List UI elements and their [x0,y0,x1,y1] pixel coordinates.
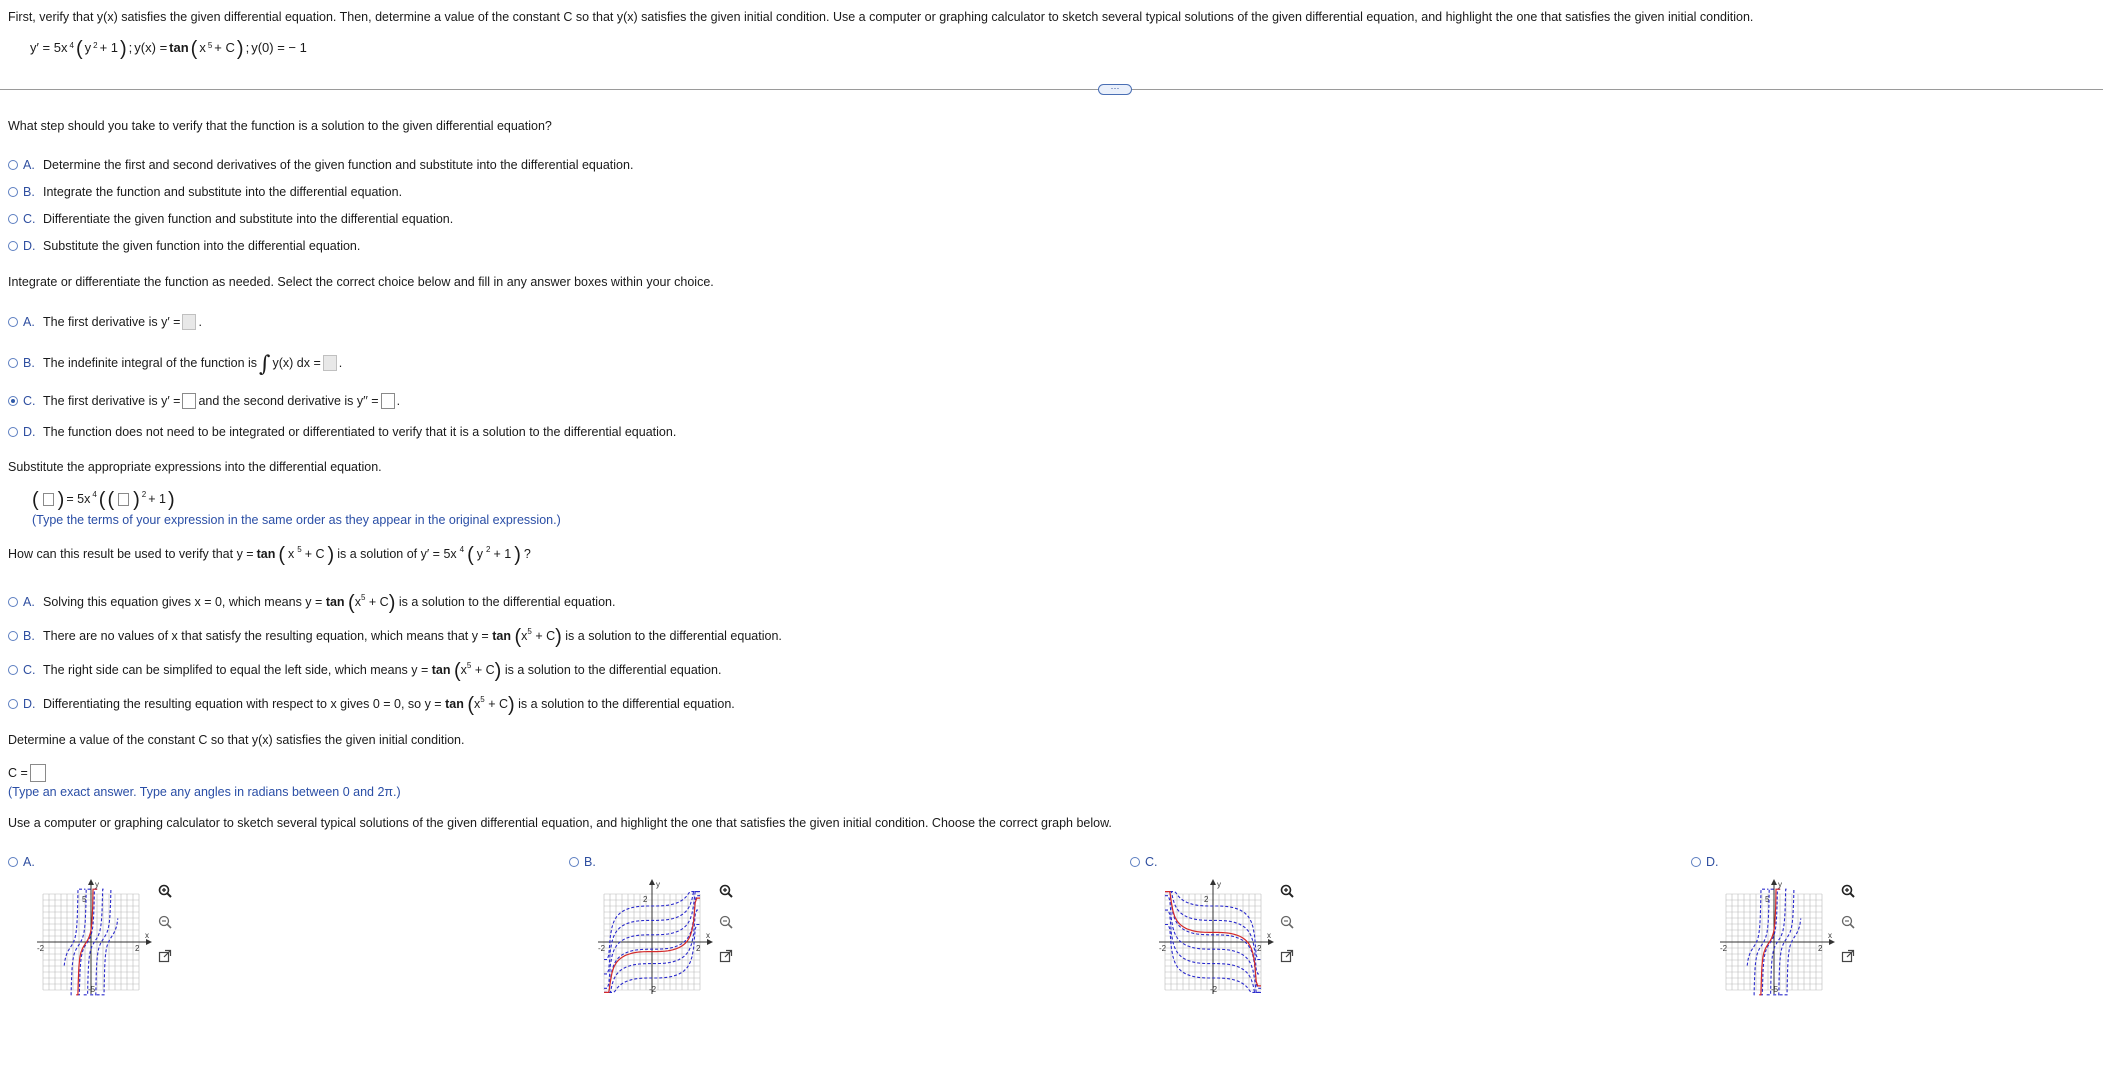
open-in-new-icon[interactable] [1280,949,1294,963]
tick-top: 2 [643,895,648,904]
radio-button[interactable] [8,241,18,251]
q3-followup: How can this result be used to verify that y = tan ( x $^5$ + C ) is a solution of y′ = 5x $^4$ ( y $^2$ + 1 ) ? [8,544,531,566]
tick-bottom: -2 [649,985,657,994]
option-text: Integrate the function and substitute into the differential equation. [43,185,403,199]
followup-q: ? [523,547,531,561]
answer-box[interactable] [323,355,337,371]
substitution-expression: ( ) = 5x $^4$ ( ( ) $^2$ + 1 ) [32,489,175,511]
solution-graph-b[interactable] [587,872,717,1002]
q4-option-a[interactable]: A. Solving this equation gives x = 0, which means y = tan ( x $^5$ + C ) is a solution to the differential equation. [8,595,615,609]
q1-option-a[interactable] [8,158,633,172]
followup-tan: tan [256,547,276,561]
option-text-end: is a solution to the differential equation. [518,697,735,711]
x-axis-label: x [706,931,710,940]
expand-more-button[interactable]: ⋯ [1098,84,1132,95]
zoom-out-icon[interactable] [1841,915,1855,929]
tick-left: -2 [598,944,606,953]
eq-exp2: 2 [93,41,98,50]
option-text-end: . [396,394,401,408]
radio-button[interactable] [8,699,18,709]
option-letter: C. [23,663,36,677]
tick-right: 2 [135,944,140,953]
q2-option-d[interactable] [8,425,676,439]
tick-right: 2 [1257,944,1262,953]
followup-plus-c: + C [304,547,325,561]
q5-prompt: Determine a value of the constant C so that y(x) satisfies the given initial condition. [8,733,465,747]
y-axis-arrow [88,879,94,885]
plus-c-label: + C [368,595,389,609]
q1-option-b[interactable] [8,185,402,199]
radio-button[interactable] [8,631,18,641]
second-derivative-box[interactable] [381,393,395,409]
graph-option-b[interactable] [569,855,604,869]
option-letter: B. [23,629,35,643]
exp5-label: 5 [480,694,485,704]
tan-label: tan [325,595,345,609]
first-derivative-box[interactable] [182,393,196,409]
c-answer-box[interactable] [30,764,46,782]
exp5-label: 5 [466,660,472,670]
x-axis-label: x [1267,931,1271,940]
eq-lhs: y′ = 5x [30,40,68,55]
radio-button[interactable] [8,317,18,327]
radio-button[interactable] [1691,857,1701,867]
open-in-new-icon[interactable] [719,949,733,963]
q3-note: (Type the terms of your expression in the same order as they appear in the original expression.) [32,513,561,527]
eq-plus-c: + C [214,40,235,55]
option-letter: B. [23,356,35,370]
option-letter: B. [584,855,596,869]
q2-option-a[interactable] [8,314,202,330]
y-axis-arrow [1210,879,1216,885]
option-text: Differentiating the resulting equation with respect to x gives 0 = 0, so y = [43,697,442,711]
graph-option-a[interactable] [8,855,43,869]
tick-left: -2 [1159,944,1167,953]
tick-right: 2 [696,944,701,953]
radio-button[interactable] [8,187,18,197]
radio-button[interactable] [8,665,18,675]
eq-plus-one: + 1 [99,40,118,55]
tick-top: 5 [1765,895,1770,904]
zoom-out-icon[interactable] [719,915,733,929]
followup-mid: is a solution of y′ = 5x [337,547,457,561]
graph-option-c[interactable] [1130,855,1165,869]
q6-prompt: Use a computer or graphing calculator to sketch several typical solutions of the given differential equation, and highlight the one that satisfies the given initial condition. Choose the correct graph below. [8,816,1112,830]
option-text: The right side can be simplifed to equal the left side, which means y = [43,663,429,677]
solution-graph-d[interactable] [1709,872,1839,1002]
option-text-end: is a solution to the differential equation. [504,663,722,677]
option-text-end: is a solution to the differential equation. [565,629,782,643]
expr-plus-one: + 1 [148,492,166,506]
problem-instructions: First, verify that y(x) satisfies the given differential equation. Then, determine a value of the constant C so that y(x) satisfies the given initial condition. Use a computer or graphing calculator to sketch several typical solutions of the given differential equation, and highlight the one that satisfies the given initial condition. [8,10,1754,24]
x-label: x [354,595,361,609]
option-letter: A. [23,855,35,869]
eq-y: y [84,40,92,55]
eq-sep2: ; [245,40,250,55]
option-letter: C. [23,212,36,226]
option-letter: C. [1145,855,1158,869]
c-label: C = [8,766,28,780]
expr-exp4: 4 [92,489,97,499]
option-text-mid: y(x) dx = [272,356,321,370]
radio-button-selected[interactable] [8,396,18,406]
tick-left: -2 [37,944,45,953]
lhs-box[interactable] [43,493,54,506]
zoom-in-icon[interactable] [158,884,172,898]
followup-exp2: 2 [486,544,491,554]
option-text: Determine the first and second derivatives of the given function and substitute into the differential equation. [43,158,634,172]
option-letter: D. [1706,855,1719,869]
option-text: The function does not need to be integrated or differentiated to verify that it is a solution to the differential equation. [43,425,677,439]
graph-option-d[interactable] [1691,855,1726,869]
c-answer-row [8,764,48,782]
x-axis-label: x [1828,931,1832,940]
open-in-new-icon[interactable] [158,949,172,963]
tick-bottom: -5 [88,985,96,994]
option-text: The first derivative is y′ = [43,315,181,329]
x-label: x [474,697,481,711]
radio-button[interactable] [8,160,18,170]
expr-eq: = 5x [66,492,91,506]
followup-exp5: 5 [297,544,302,554]
eq-x: x [199,40,206,55]
option-text: Substitute the given function into the differential equation. [43,239,361,253]
option-letter: D. [23,239,36,253]
tick-bottom: -5 [1771,985,1779,994]
q1-prompt: What step should you take to verify that the function is a solution to the given differential equation? [8,119,552,133]
y-axis-arrow [1771,879,1777,885]
zoom-in-icon[interactable] [1841,884,1855,898]
radio-button[interactable] [8,427,18,437]
followup-pre: How can this result be used to verify that y = [8,547,254,561]
solution-graph-c[interactable] [1148,872,1278,1002]
followup-plus-one: + 1 [493,547,512,561]
option-letter: A. [23,158,35,172]
option-letter: A. [23,595,35,609]
tan-label: tan [431,663,451,677]
option-text: There are no values of x that satisfy the resulting equation, which means that y = [43,629,489,643]
y-axis-arrow [649,879,655,885]
x-label: x [521,629,528,643]
y-axis-label: y [1778,880,1782,889]
rhs-box[interactable] [118,493,129,506]
option-letter: D. [23,697,36,711]
q2-prompt: Integrate or differentiate the function as needed. Select the correct choice below and fill in any answer boxes within your choice. [8,275,714,289]
expr-exp2: 2 [141,489,147,499]
option-letter: A. [23,315,35,329]
radio-button[interactable] [1130,857,1140,867]
y-axis-label: y [1217,880,1221,889]
eq-initial-condition: y(0) = − 1 [251,40,307,55]
zoom-out-icon[interactable] [158,915,172,929]
option-text-end: . [198,315,202,329]
zoom-out-icon[interactable] [1280,915,1294,929]
plus-c-label: + C [535,629,556,643]
solution-graph-a[interactable] [26,872,156,1002]
q4-option-d[interactable]: D. Differentiating the resulting equation with respect to x gives 0 = 0, so y = tan ( x $^5$ + C ) is a solution to the differential equation. [8,697,735,711]
tan-label: tan [445,697,464,711]
followup-x: x [288,547,295,561]
q4-option-c[interactable]: C. The right side can be simplifed to equal the left side, which means y = tan ( x $^5$ + C ) is a solution to the differential equation. [8,663,721,677]
option-text-end: . [338,356,343,370]
open-in-new-icon[interactable] [1841,949,1855,963]
option-text: Differentiate the given function and substitute into the differential equation. [43,212,454,226]
tick-bottom: -2 [1210,985,1218,994]
q2-option-c[interactable] [8,393,400,409]
option-text: The indefinite integral of the function is [43,356,258,370]
option-letter: B. [23,185,35,199]
tick-left: -2 [1720,944,1728,953]
radio-button[interactable] [569,857,579,867]
tan-label: tan [492,629,511,643]
y-axis-label: y [656,880,660,889]
section-divider [0,89,2103,90]
radio-button[interactable] [8,358,18,368]
q1-option-c[interactable] [8,212,453,226]
zoom-in-icon[interactable] [719,884,733,898]
y-axis-label: y [95,880,99,889]
radio-button[interactable] [8,214,18,224]
option-text-mid: and the second derivative is y′′ = [198,394,379,408]
integral-sign: ∫ [259,352,271,377]
q1-option-d[interactable] [8,239,360,253]
eq-exp4: 4 [69,41,74,50]
tick-top: 2 [1204,895,1209,904]
option-letter: D. [23,425,36,439]
q3-prompt: Substitute the appropriate expressions into the differential equation. [8,460,382,474]
tick-top: 5 [82,895,87,904]
q4-option-b[interactable]: B. There are no values of x that satisfy the resulting equation, which means that y = tan ( x $^5$ + C ) is a solution to the differential equation. [8,629,782,643]
followup-exp4: 4 [459,544,465,554]
radio-button[interactable] [8,597,18,607]
option-text: Solving this equation gives x = 0, which means y = [43,595,323,609]
radio-button[interactable] [8,857,18,867]
problem-equation: y′ = 5x $^4$ ( y $^2$ + 1 ) ; y(x) = tan ( x $^5$ + C ) ; y(0) = − 1 [30,37,307,60]
option-letter: C. [23,394,36,408]
x-axis-label: x [145,931,149,940]
eq-yx: y(x) = [134,40,168,55]
eq-exp5: 5 [207,41,213,50]
exp5-label: 5 [527,626,532,636]
x-label: x [460,663,467,677]
plus-c-label: + C [488,697,508,711]
plus-c-label: + C [474,663,495,677]
answer-box[interactable] [182,314,196,330]
eq-tan: tan [169,40,189,55]
zoom-in-icon[interactable] [1280,884,1294,898]
followup-y: y [476,547,484,561]
option-text-end: is a solution to the differential equation. [398,595,616,609]
exp5-label: 5 [360,592,366,602]
eq-sep1: ; [128,40,133,55]
option-text: The first derivative is y′ = [43,394,181,408]
tick-right: 2 [1818,944,1823,953]
q5-note: (Type an exact answer. Type any angles in radians between 0 and 2π.) [8,785,401,799]
q2-option-b[interactable] [8,352,343,377]
